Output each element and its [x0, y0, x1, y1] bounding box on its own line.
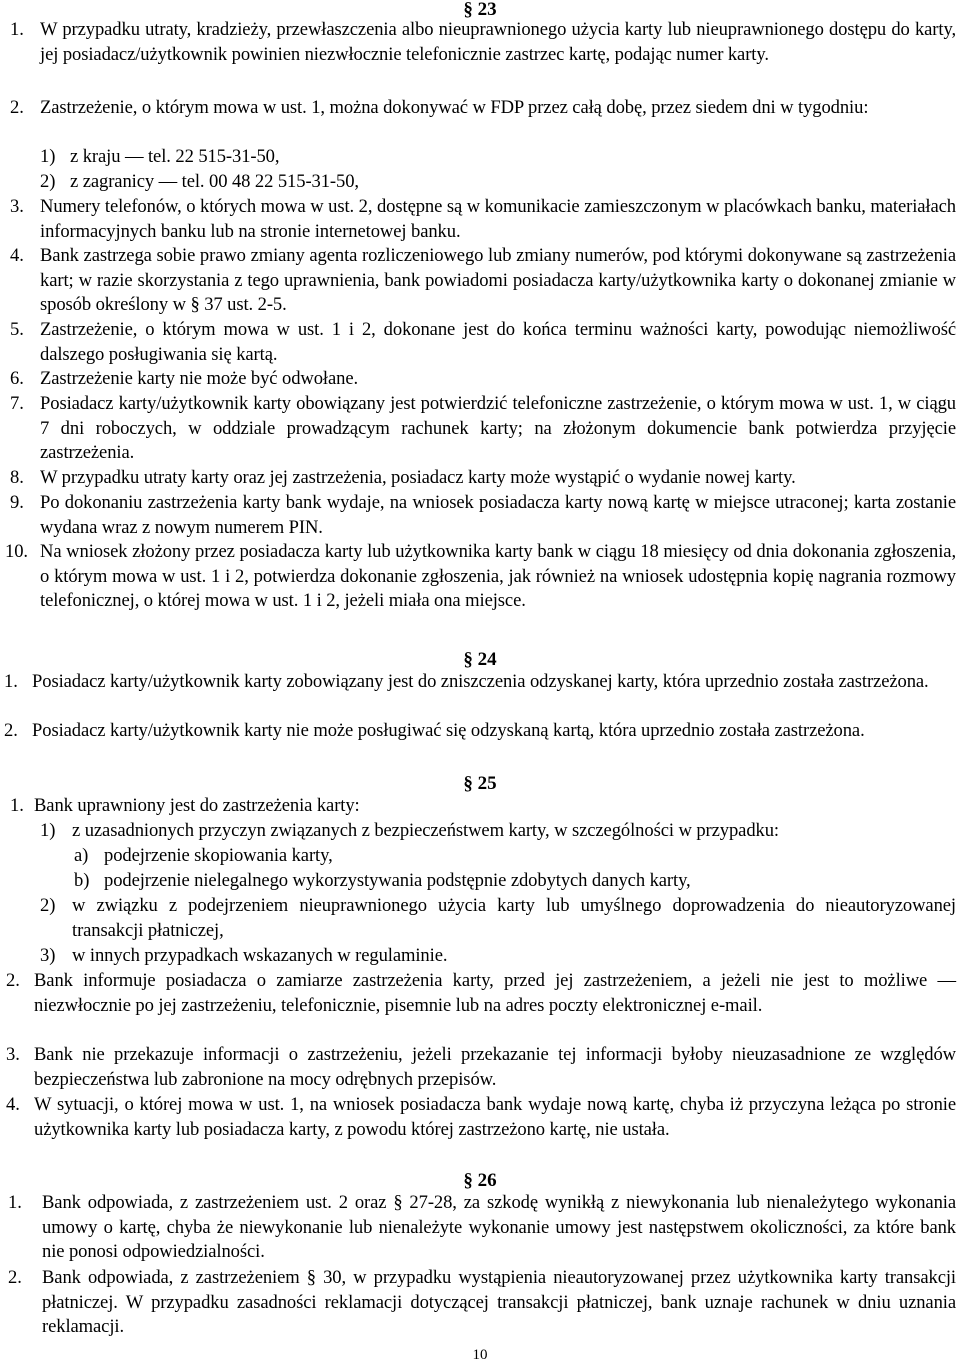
paragraph-number: 2. — [4, 720, 18, 741]
paragraph — [6, 1093, 956, 1142]
list-item — [40, 170, 956, 195]
list-item-number: 2) — [40, 171, 56, 192]
paragraph-number: 5. — [10, 319, 24, 340]
paragraph-text: W przypadku utraty, kradzieży, przewłaszczenia albo nieuprawnionego użycia karty lub nieuprawnionego dostępu do karty, jej posiadacz/użytkownik powinien niezwłocznie telefonicznie zastrzec kartę, podając numer karty. — [40, 19, 956, 65]
list-item-text: w związku z podejrzeniem nieuprawnionego użycia karty lub umyślnego doprowadzenia do nieautoryzowanej transakcji płatniczej, — [72, 895, 956, 941]
paragraph-text: Posiadacz karty/użytkownik karty zobowiązany jest do zniszczenia odzyskanej karty, która uprzednio została zastrzeżona. — [32, 671, 929, 692]
section-heading: § 26 — [463, 1170, 497, 1191]
paragraph-number: 8. — [10, 467, 24, 488]
paragraph-number: 6. — [10, 368, 24, 389]
list-item-number: 2) — [40, 895, 56, 916]
paragraph-number: 4. — [6, 1094, 20, 1115]
paragraph-text: Bank odpowiada, z zastrzeżeniem ust. 2 oraz § 27-28, za szkodę wynikłą z niewykonania lub nienależytego wykonania umowy o kartę, chyba że niewykonanie lub nienależyte wykonanie umowy jest następstwem okoliczności, za które bank nie ponosi odpowiedzialności. — [42, 1192, 956, 1263]
paragraph-text: Zastrzeżenie karty nie może być odwołane. — [40, 368, 359, 389]
paragraph-number: 1. — [8, 1192, 22, 1213]
list-item-letter: b) — [74, 870, 90, 891]
paragraph-number: 9. — [10, 492, 24, 513]
paragraph — [6, 1043, 956, 1092]
paragraph-number: 3. — [10, 196, 24, 217]
paragraph-number: 2. — [8, 1267, 22, 1288]
list-item — [40, 145, 956, 170]
paragraph-text: Po dokonaniu zastrzeżenia karty bank wydaje, na wniosek posiadacza karty nową kartę w miejsce utraconej; karta zostanie wydana wraz z nowym numerem PIN. — [40, 492, 956, 538]
list-item-text: z zagranicy — tel. 00 48 22 515-31-50, — [70, 171, 359, 192]
paragraph-number: 10. — [5, 541, 28, 562]
paragraph — [10, 392, 956, 466]
list-item — [40, 894, 956, 943]
paragraph — [8, 1266, 956, 1340]
paragraph-number: 1. — [10, 19, 24, 40]
paragraph — [10, 244, 956, 318]
paragraph-text: Bank uprawniony jest do zastrzeżenia karty: — [34, 795, 360, 816]
list-item-text: w innych przypadkach wskazanych w regulaminie. — [72, 945, 448, 966]
paragraph-text: Na wniosek złożony przez posiadacza karty lub użytkownika karty bank w ciągu 18 miesięcy od dnia dokonania zgłoszenia, o którym mowa w ust. 1 i 2, potwierdza dokonanie zgłoszenia, jak również na wniosek udostępnia kopię nagrania rozmowy telefonicznej, o której mowa w ust. 1 i 2, jeżeli miała ona miejsce. — [40, 541, 956, 612]
paragraph-text: Posiadacz karty/użytkownik karty nie może posługiwać się odzyskaną kartą, która uprzednio została zastrzeżona. — [32, 720, 865, 741]
paragraph-number: 3. — [6, 1044, 20, 1065]
paragraph-text: Bank zastrzega sobie prawo zmiany agenta rozliczeniowego lub zmiany numerów, pod którymi dokonywane są zastrzeżenia kart; w razie skorzystania z tego uprawnienia, bank powiadomi posiadacza karty/użytkownika karty o dokonanej zmianie w sposób określony w § 37 ust. 2-5. — [40, 245, 956, 316]
paragraph — [10, 18, 956, 67]
paragraph-number: 7. — [10, 393, 24, 414]
list-item-number: 1) — [40, 820, 56, 841]
paragraph — [10, 794, 956, 819]
paragraph — [8, 1191, 956, 1265]
paragraph — [10, 491, 956, 540]
list-item-letter: a) — [74, 845, 89, 866]
paragraph — [5, 540, 956, 614]
paragraph — [10, 318, 956, 367]
paragraph-number: 4. — [10, 245, 24, 266]
list-item-text: podejrzenie skopiowania karty, — [104, 845, 333, 866]
list-item — [40, 819, 956, 844]
paragraph — [10, 195, 956, 244]
paragraph — [4, 719, 956, 744]
paragraph-text: Zastrzeżenie, o którym mowa w ust. 1, można dokonywać w FDP przez całą dobę, przez siedem dni w tygodniu: — [40, 97, 869, 118]
paragraph-text: Bank nie przekazuje informacji o zastrzeżeniu, jeżeli przekazanie tej informacji byłoby nieuzasadnione ze względów bezpieczeństwa lub zabronione na mocy odrębnych przepisów. — [34, 1044, 956, 1090]
list-item-number: 3) — [40, 945, 56, 966]
list-item — [74, 844, 956, 869]
section-heading: § 24 — [463, 649, 497, 670]
paragraph-text: Bank informuje posiadacza o zamiarze zastrzeżenia karty, przed jej zastrzeżeniem, a jeżeli nie jest to możliwe — niezwłocznie po jej zastrzeżeniu, telefonicznie, pisemnie lub na adres poczty elektronicznej e-mail. — [34, 970, 956, 1016]
paragraph-text: W przypadku utraty karty oraz jej zastrzeżenia, posiadacz karty może wystąpić o wydanie nowej karty. — [40, 467, 796, 488]
section-heading: § 23 — [463, 0, 497, 20]
paragraph — [10, 466, 956, 491]
paragraph-text: Zastrzeżenie, o którym mowa w ust. 1 i 2, dokonane jest do końca terminu ważności karty, powodując niemożliwość dalszego posługiwania się kartą. — [40, 319, 956, 365]
list-item — [40, 944, 956, 969]
list-item-text: z kraju — tel. 22 515-31-50, — [70, 146, 280, 167]
paragraph-number: 2. — [6, 970, 20, 991]
paragraph-text: Bank odpowiada, z zastrzeżeniem § 30, w przypadku wystąpienia nieautoryzowanej przez użytkownika karty transakcji płatniczej. W przypadku zasadności reklamacji dotyczącej transakcji płatniczej, bank uznaje rachunek w dniu uznania reklamacji. — [42, 1267, 956, 1338]
list-item-text: z uzasadnionych przyczyn związanych z bezpieczeństwem karty, w szczególności w przypadku: — [72, 820, 779, 841]
list-item — [74, 869, 956, 894]
list-item-text: podejrzenie nielegalnego wykorzystywania podstępnie zdobytych danych karty, — [104, 870, 691, 891]
paragraph-text: Posiadacz karty/użytkownik karty obowiązany jest potwierdzić telefoniczne zastrzeżenie, o którym mowa w ust. 1, w ciągu 7 dni roboczych, w oddziale prowadzącym rachunek karty; na złożonym dokumencie bank potwierdza przyjęcie zastrzeżenia. — [40, 393, 956, 464]
paragraph-text: Numery telefonów, o których mowa w ust. 2, dostępne są w komunikacie zamieszczonym w placówkach banku, materiałach informacyjnych banku lub na stronie internetowej banku. — [40, 196, 956, 242]
paragraph-number: 1. — [10, 795, 24, 816]
paragraph-number: 2. — [10, 97, 24, 118]
paragraph — [6, 969, 956, 1018]
paragraph — [4, 670, 956, 695]
section-heading: § 25 — [463, 773, 497, 794]
paragraph-text: W sytuacji, o której mowa w ust. 1, na wniosek posiadacza bank wydaje nową kartę, chyba iż przyczyna leżąca po stronie użytkownika karty lub posiadacza karty, z powodu której zastrzeżono kartę, nie ustała. — [34, 1094, 956, 1140]
page-number: 10 — [472, 1347, 488, 1363]
paragraph — [10, 96, 956, 121]
paragraph — [10, 367, 956, 392]
list-item-number: 1) — [40, 146, 56, 167]
paragraph-number: 1. — [4, 671, 18, 692]
